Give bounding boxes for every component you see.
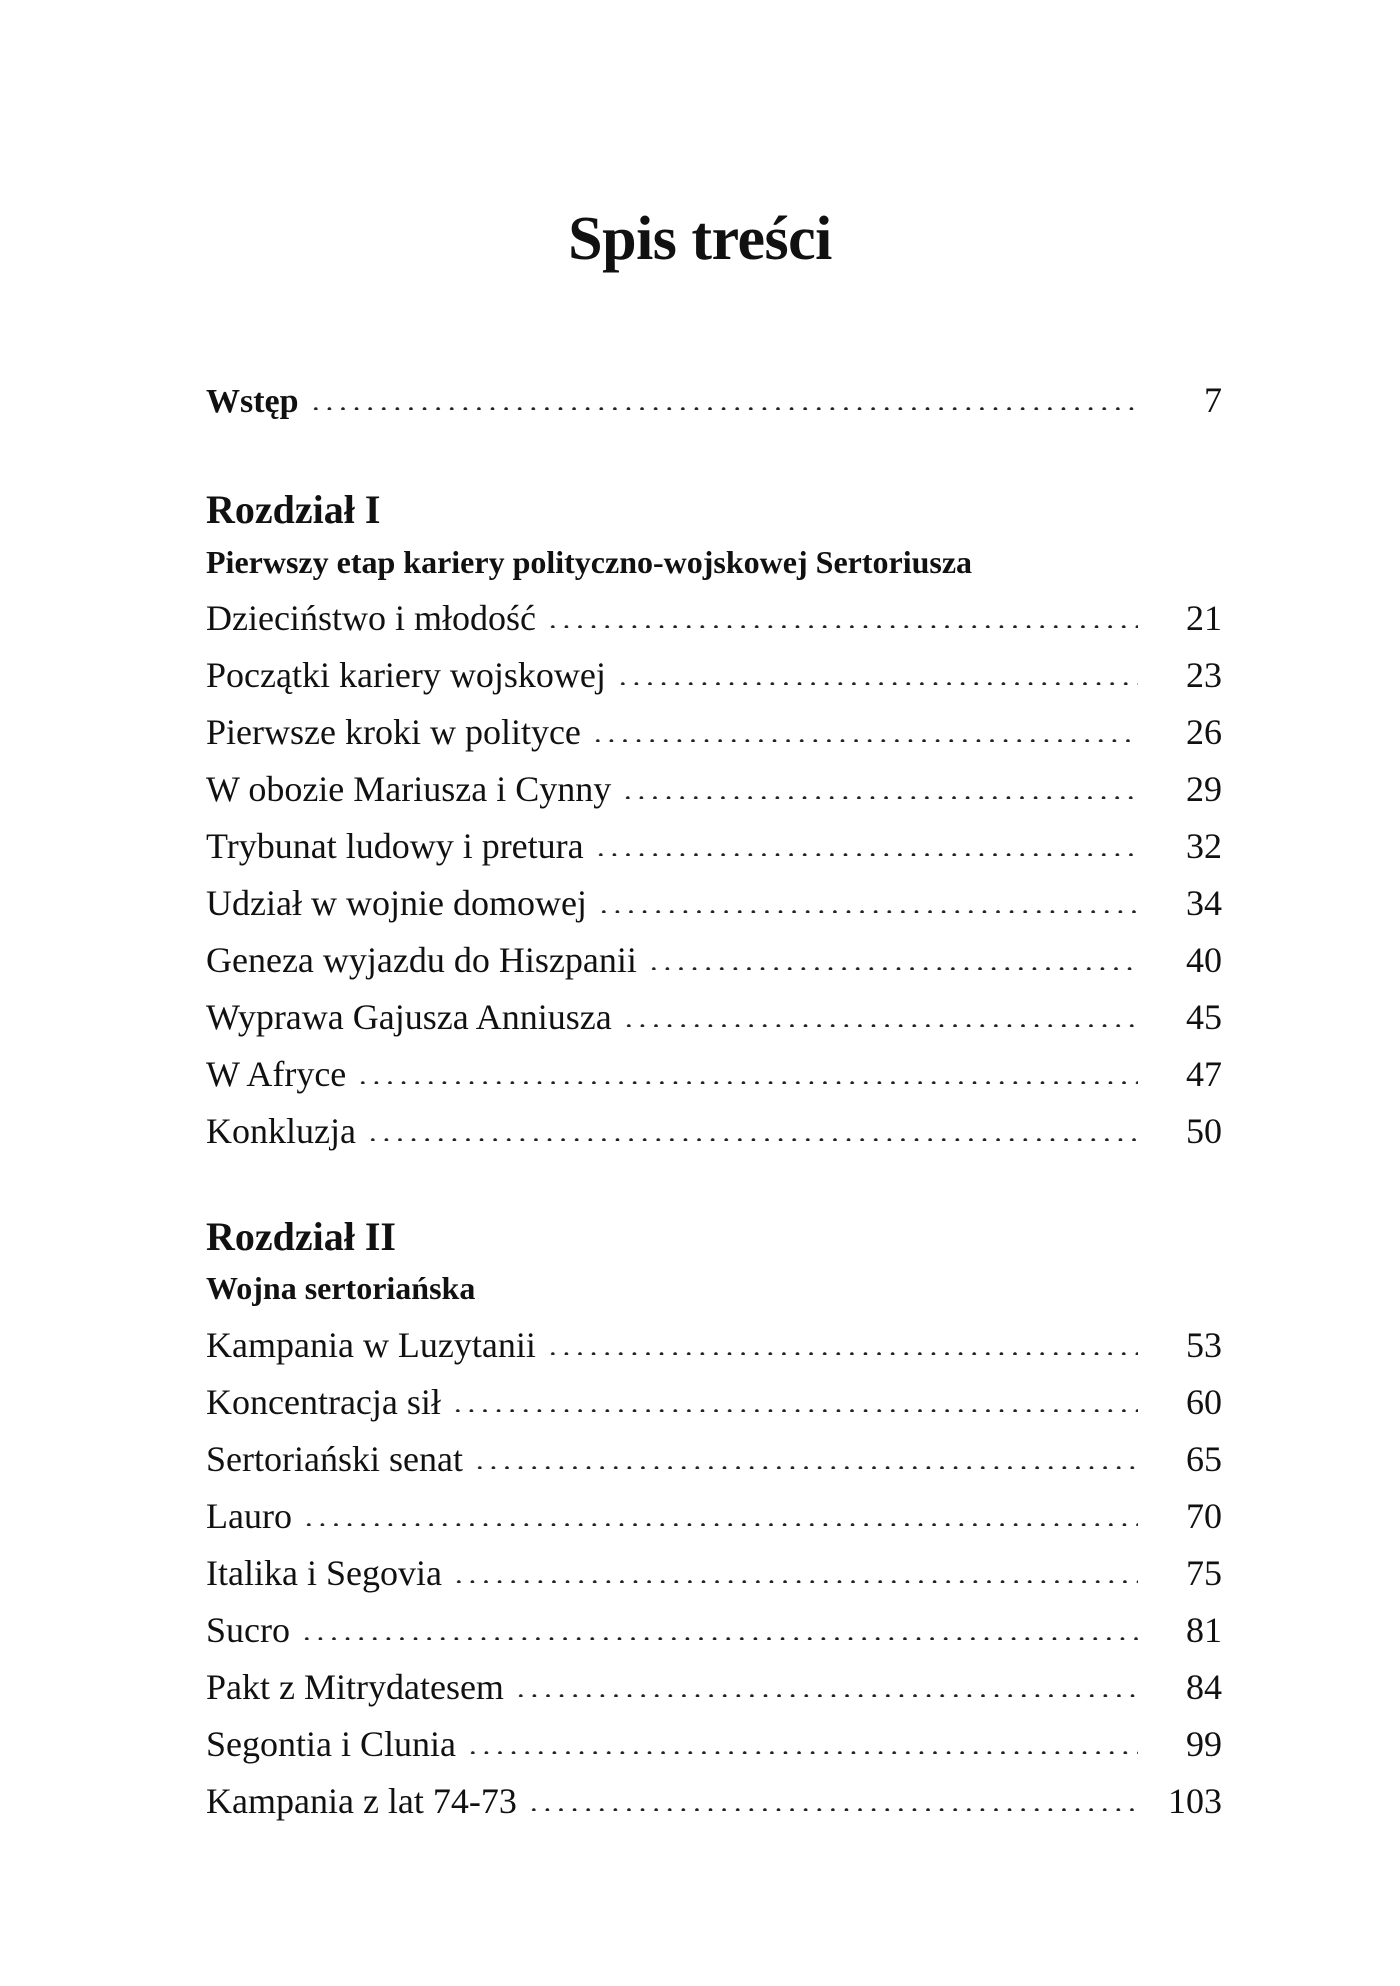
toc-entry-label: Konkluzja (206, 1111, 356, 1151)
chapter-subtitle: Wojna sertoriańska (206, 1270, 476, 1306)
toc-entry[interactable] (206, 1052, 1222, 1096)
toc-entry-page: 99 (1186, 1724, 1222, 1764)
toc-entry[interactable] (206, 710, 1222, 754)
toc-entry-page: 29 (1186, 769, 1222, 809)
toc-entry-label: Pakt z Mitrydatesem (206, 1667, 504, 1707)
toc-entry-page: 21 (1186, 598, 1222, 638)
toc-entry-label: Italika i Segovia (206, 1553, 442, 1593)
dot-leader (366, 1121, 1138, 1141)
dot-leader (466, 1734, 1138, 1754)
dot-leader (594, 836, 1138, 856)
toc-entry-page: 32 (1186, 826, 1222, 866)
toc-entry[interactable] (206, 1665, 1222, 1709)
toc-entry-page: 40 (1186, 940, 1222, 980)
toc-entry[interactable] (206, 1437, 1222, 1481)
toc-entry-label: Wyprawa Gajusza Anniusza (206, 997, 612, 1037)
dot-leader (300, 1620, 1138, 1640)
toc-entry-label: Pierwsze kroki w polityce (206, 712, 581, 752)
toc-entry[interactable] (206, 1551, 1222, 1595)
dot-leader (527, 1791, 1138, 1811)
dot-leader (452, 1563, 1138, 1583)
toc-entry[interactable] (206, 653, 1222, 697)
toc-entry-label: Początki kariery wojskowej (206, 655, 606, 695)
toc-entry-page: 60 (1186, 1382, 1222, 1422)
page-title: Spis treści (568, 205, 832, 273)
toc-entry-label: Dzieciństwo i młodość (206, 598, 536, 638)
toc-entry-label: Udział w wojnie domowej (206, 883, 587, 923)
toc-entry-page: 23 (1186, 655, 1222, 695)
toc-entry[interactable] (206, 938, 1222, 982)
toc-entry[interactable] (206, 596, 1222, 640)
dot-leader (546, 1335, 1138, 1355)
dot-leader (309, 390, 1138, 410)
toc-entry-page: 45 (1186, 997, 1222, 1037)
toc-entry-page: 47 (1186, 1054, 1222, 1094)
toc-entry[interactable] (206, 767, 1222, 811)
dot-leader (591, 722, 1138, 742)
toc-entry[interactable] (206, 1608, 1222, 1652)
dot-leader (356, 1064, 1138, 1084)
toc-entry-label: Sucro (206, 1610, 290, 1650)
dot-leader (621, 779, 1138, 799)
toc-entry[interactable] (206, 1109, 1222, 1153)
toc-entry-page: 7 (1204, 380, 1222, 420)
toc-entry-page: 26 (1186, 712, 1222, 752)
dot-leader (597, 893, 1138, 913)
toc-entry-label: Wstęp (206, 383, 299, 420)
dot-leader (622, 1007, 1138, 1027)
toc-entry-page: 34 (1186, 883, 1222, 923)
toc-entry[interactable] (206, 1323, 1222, 1367)
toc-entry-page: 53 (1186, 1325, 1222, 1365)
toc-entry-label: W Afryce (206, 1054, 347, 1094)
toc-entry-page: 70 (1186, 1496, 1222, 1536)
dot-leader (546, 608, 1138, 628)
dot-leader (302, 1506, 1138, 1526)
toc-entry-label: W obozie Mariusza i Cynny (206, 769, 612, 809)
toc-entry[interactable] (206, 1380, 1222, 1424)
toc-entry-label: Sertoriański senat (206, 1439, 463, 1479)
toc-entry[interactable] (206, 881, 1222, 925)
toc-entry-label: Kampania z lat 74-73 (206, 1781, 517, 1821)
toc-entry[interactable] (206, 824, 1222, 868)
toc-entry-page: 81 (1186, 1610, 1222, 1650)
dot-leader (451, 1392, 1138, 1412)
toc-entry-label: Lauro (206, 1496, 292, 1536)
toc-entry[interactable] (206, 995, 1222, 1039)
chapter-heading: Rozdział I (206, 487, 381, 532)
toc-entry-intro[interactable] (206, 378, 1222, 422)
toc-entry-label: Segontia i Clunia (206, 1724, 456, 1764)
chapter-subtitle: Pierwszy etap kariery polityczno-wojskowej Sertoriusza (206, 544, 973, 580)
toc-entry-page: 84 (1186, 1667, 1222, 1707)
dot-leader (514, 1677, 1138, 1697)
toc-entry-page: 50 (1186, 1111, 1222, 1151)
toc-entry-label: Koncentracja sił (206, 1382, 441, 1422)
chapter-heading: Rozdział II (206, 1214, 396, 1259)
toc-entry-label: Kampania w Luzytanii (206, 1325, 536, 1365)
toc-entry[interactable] (206, 1722, 1222, 1766)
toc-entry[interactable] (206, 1779, 1222, 1823)
toc-entry-label: Geneza wyjazdu do Hiszpanii (206, 940, 637, 980)
dot-leader (473, 1449, 1138, 1469)
toc-entry-page: 75 (1186, 1553, 1222, 1593)
toc-entry-page: 65 (1186, 1439, 1222, 1479)
toc-entry-page: 103 (1168, 1781, 1222, 1821)
dot-leader (647, 950, 1138, 970)
dot-leader (616, 665, 1138, 685)
toc-entry-label: Trybunat ludowy i pretura (206, 826, 584, 866)
toc-entry[interactable] (206, 1494, 1222, 1538)
